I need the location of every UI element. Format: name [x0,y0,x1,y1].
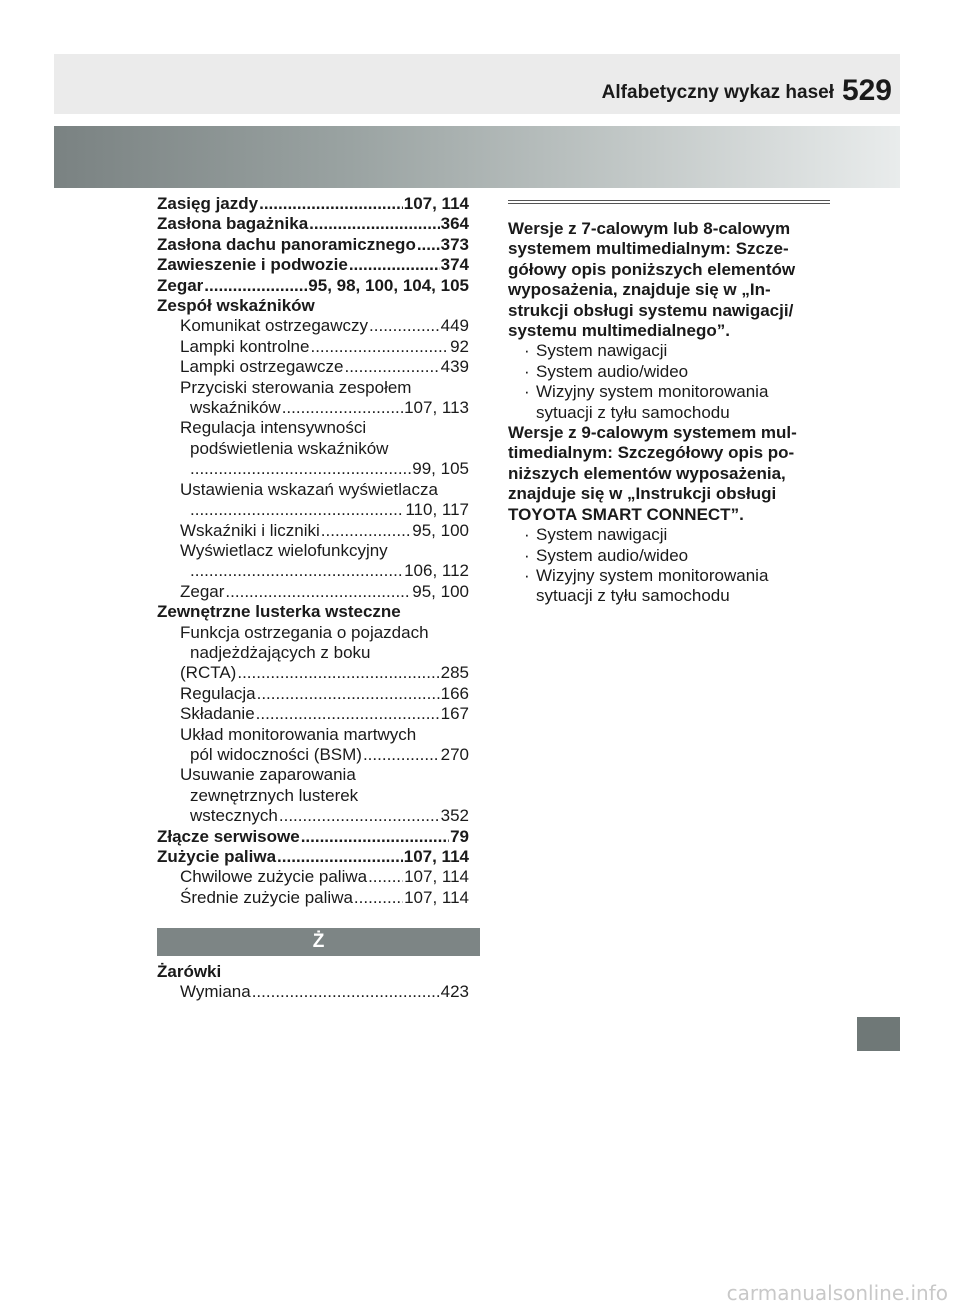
index-subentry[interactable]: ..... 106, 112 [157,561,469,581]
index-subentry-line: Funkcja ostrzegania o pojazdach [180,622,429,642]
index-subentry[interactable]: Lampki kontrolne ..... 92 [157,337,469,357]
index-subentry-line: Wyświetlacz wielofunkcyjny [180,540,388,560]
bullet-item: · Wizyjny system monitorowania [524,565,769,585]
index-right-column [508,219,830,607]
index-subentry-line: Ustawienia wskazań wyświetlacza [180,479,438,499]
bullet-item: · System nawigacji [524,341,668,361]
watermark: carmanualsonline.info [726,1281,948,1305]
index-left-column-z-section [157,962,469,1003]
index-subentry[interactable]: Lampki ostrzegawcze ..... 439 [157,357,469,377]
index-entry[interactable]: Złącze serwisowe ..... 79 [157,827,469,847]
index-subentry[interactable]: Wskaźniki i liczniki ..... 95, 100 [157,521,469,541]
index-subentry[interactable]: pól widoczności (BSM) ..... 270 [157,745,469,765]
header-title: Alfabetyczny wykaz haseł [601,82,834,103]
bullet-item: · System audio/wideo [524,545,689,565]
bullet-item: · System nawigacji [524,525,668,545]
bullet-item: · Wizyjny system monitorowania [524,382,769,402]
index-subentry-line: Usuwanie zaparowania [180,765,356,785]
index-subentry[interactable]: Składanie ..... 167 [157,704,469,724]
index-subentry[interactable]: Zegar ..... 95, 100 [157,582,469,602]
note-paragraph: Wersje z 7-calowym lub 8-calowym systemem multimedialnym: Szcze- gółowy opis poniższych elementów wyposażenia, znajduje się w „In- strukcji obsługi systemu nawigacji/ systemu multimedialnego”. [508,219,796,341]
bullet-item-continuation: sytuacji z tyłu samochodu [536,402,730,422]
index-subentry-line: nadjeżdżających z boku [190,642,371,662]
index-subentry[interactable]: Wymiana ..... 423 [157,982,469,1002]
index-subentry[interactable]: wstecznych ..... 352 [157,806,469,826]
index-entry[interactable]: Zasłona bagażnika ..... 364 [157,214,469,234]
index-left-column [157,194,469,908]
index-subentry[interactable]: Komunikat ostrzegawczy ..... 449 [157,316,469,336]
note-paragraph: Wersje z 9-calowym systemem mul- timedialnym: Szczegółowy opis po- niższych elementów wyposażenia, znajduje się w „Instrukcji obsługi TOYOTA SMART CONNECT”. [508,423,797,524]
index-subentry-line: Układ monitorowania martwych [180,724,417,744]
index-subentry-line: Regulacja intensywności [180,418,367,438]
index-entry[interactable]: Zużycie paliwa ..... 107, 114 [157,847,469,867]
index-subentry[interactable]: Średnie zużycie paliwa ..... 107, 114 [157,888,469,908]
bullet-item-continuation: sytuacji z tyłu samochodu [536,586,730,606]
index-subentry[interactable]: ..... 110, 117 [157,500,469,520]
index-subentry[interactable]: Regulacja ..... 166 [157,684,469,704]
index-subentry-line: podświetlenia wskaźników [190,438,389,458]
chapter-side-tab [857,1017,900,1051]
index-subentry[interactable]: Chwilowe zużycie paliwa ..... 107, 114 [157,867,469,887]
index-subentry[interactable]: wskaźników ..... 107, 113 [157,398,469,418]
index-heading: Zespół wskaźników [157,296,315,316]
column-divider-rule [508,203,830,204]
column-divider-rule [508,200,830,201]
page-number: 529 [841,74,892,107]
index-entry[interactable]: Zawieszenie i podwozie ..... 374 [157,255,469,275]
index-subentry[interactable]: (RCTA) ..... 285 [157,663,469,683]
header-gradient-band [54,126,900,188]
index-subentry[interactable]: ..... 99, 105 [157,459,469,479]
bullet-item: · System audio/wideo [524,361,689,381]
section-letter-bar: Ż [157,928,480,956]
index-entry[interactable]: Zegar ..... 95, 98, 100, 104, 105 [157,276,469,296]
index-heading: Żarówki [157,962,222,981]
index-subentry-line: Przyciski sterowania zespołem [180,377,412,397]
index-entry[interactable]: Zasięg jazdy ..... 107, 114 [157,194,469,214]
index-subentry-line: zewnętrznych lusterek [190,785,359,805]
index-entry[interactable]: Zasłona dachu panoramicznego ..... 373 [157,235,469,255]
index-heading: Zewnętrzne lusterka wsteczne [157,602,401,622]
